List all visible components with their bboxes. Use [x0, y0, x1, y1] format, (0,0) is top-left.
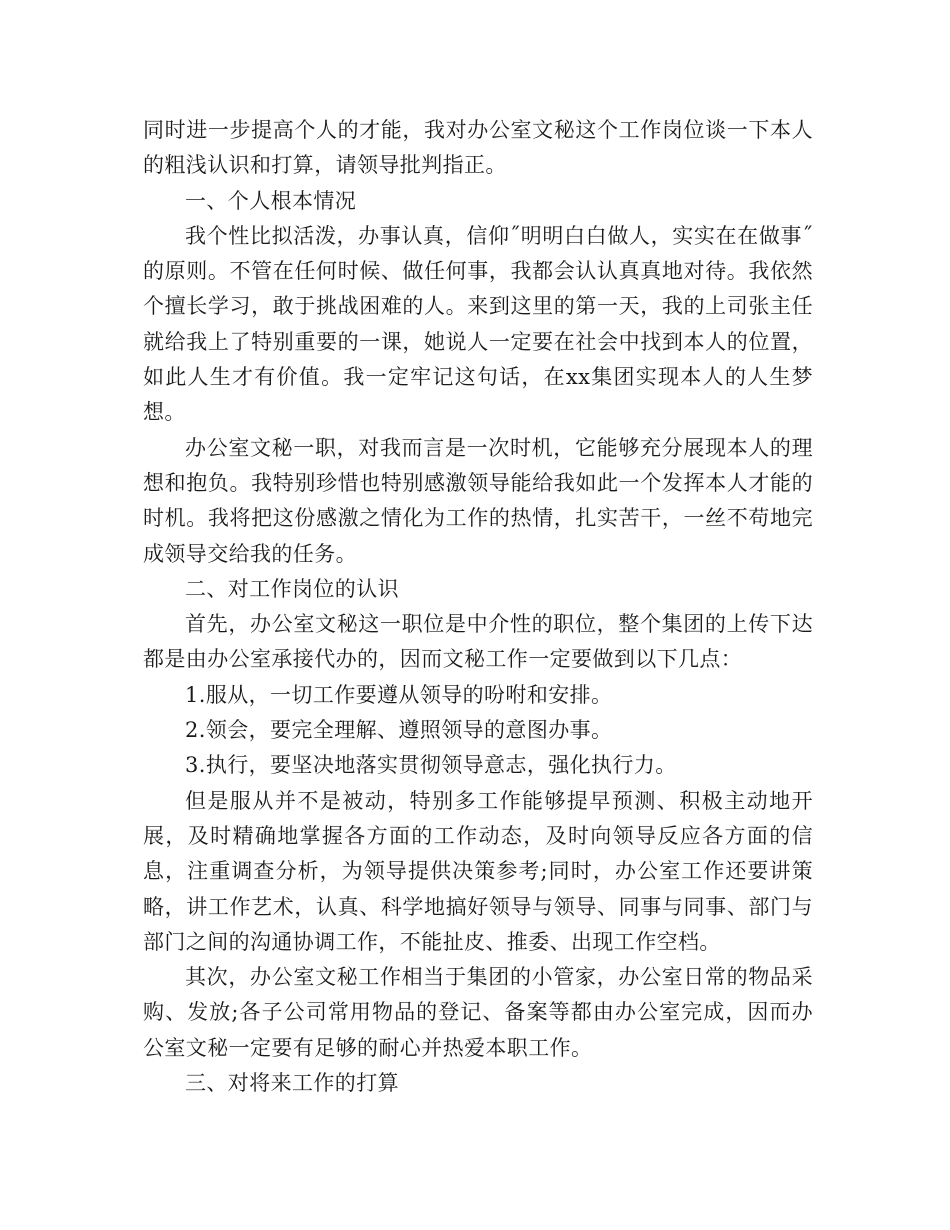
- paragraph-intro-continuation: 同时进一步提高个人的才能，我对办公室文秘这个工作岗位谈一下本人的粗浅认识和打算，请领导批判指正。: [143, 118, 813, 178]
- section-heading-personal-situation: 一、个人根本情况: [185, 188, 357, 213]
- paragraph-personality: 我个性比拟活泼，办事认真，信仰˝明明白白做人，实实在在做事˝的原则。不管在任何时候、做任何事，我都会认认真真地对待。我依然个擅长学习，敢于挑战困难的人。来到这里的第一天，我的上司张主任就给我上了特别重要的一课，她说人一定要在社会中找到本人的位置，如此人生才有价值。我一定牢记这句话，在xx集团实现本人的人生梦想。: [143, 223, 813, 425]
- paragraph-housekeeper: 其次，办公室文秘工作相当于集团的小管家，办公室日常的物品采购、发放;各子公司常用物品的登记、备案等都由办公室完成，因而办公室文秘一定要有足够的耐心并热爱本职工作。: [143, 965, 813, 1060]
- paragraph-proactive-work: 但是服从并不是被动，特别多工作能够提早预测、积极主动地开展，及时精确地掌握各方面的工作动态，及时向领导反应各方面的信息，注重调查分析，为领导提供决策参考;同时，办公室工作还要讲策略，讲工作艺术，认真、科学地搞好领导与领导、同事与同事、部门与部门之间的沟通协调工作，不能扯皮、推委、出现工作空档。: [143, 788, 813, 954]
- paragraph-intermediary-role: 首先，办公室文秘这一职位是中介性的职位，整个集团的上传下达都是由办公室承接代办的，因而文秘工作一定要做到以下几点：: [143, 612, 813, 672]
- list-item-execute: 3.执行，要坚决地落实贯彻领导意志，强化执行力。: [185, 753, 677, 778]
- list-item-obey: 1.服从，一切工作要遵从领导的吩咐和安排。: [185, 682, 613, 707]
- paragraph-opportunity: 办公室文秘一职，对我而言是一次时机，它能够充分展现本人的理想和抱负。我特别珍惜也特别感激领导能给我如此一个发挥本人才能的时机。我将把这份感激之情化为工作的热情，扎实苦干，一丝不苟地完成领导交给我的任务。: [143, 435, 813, 566]
- list-item-understand: 2.领会，要完全理解、遵照领导的意图办事。: [185, 718, 613, 743]
- document-body: [143, 113, 813, 1101]
- section-heading-future-plan: 三、对将来工作的打算: [185, 1071, 399, 1096]
- section-heading-job-understanding: 二、对工作岗位的认识: [185, 576, 399, 601]
